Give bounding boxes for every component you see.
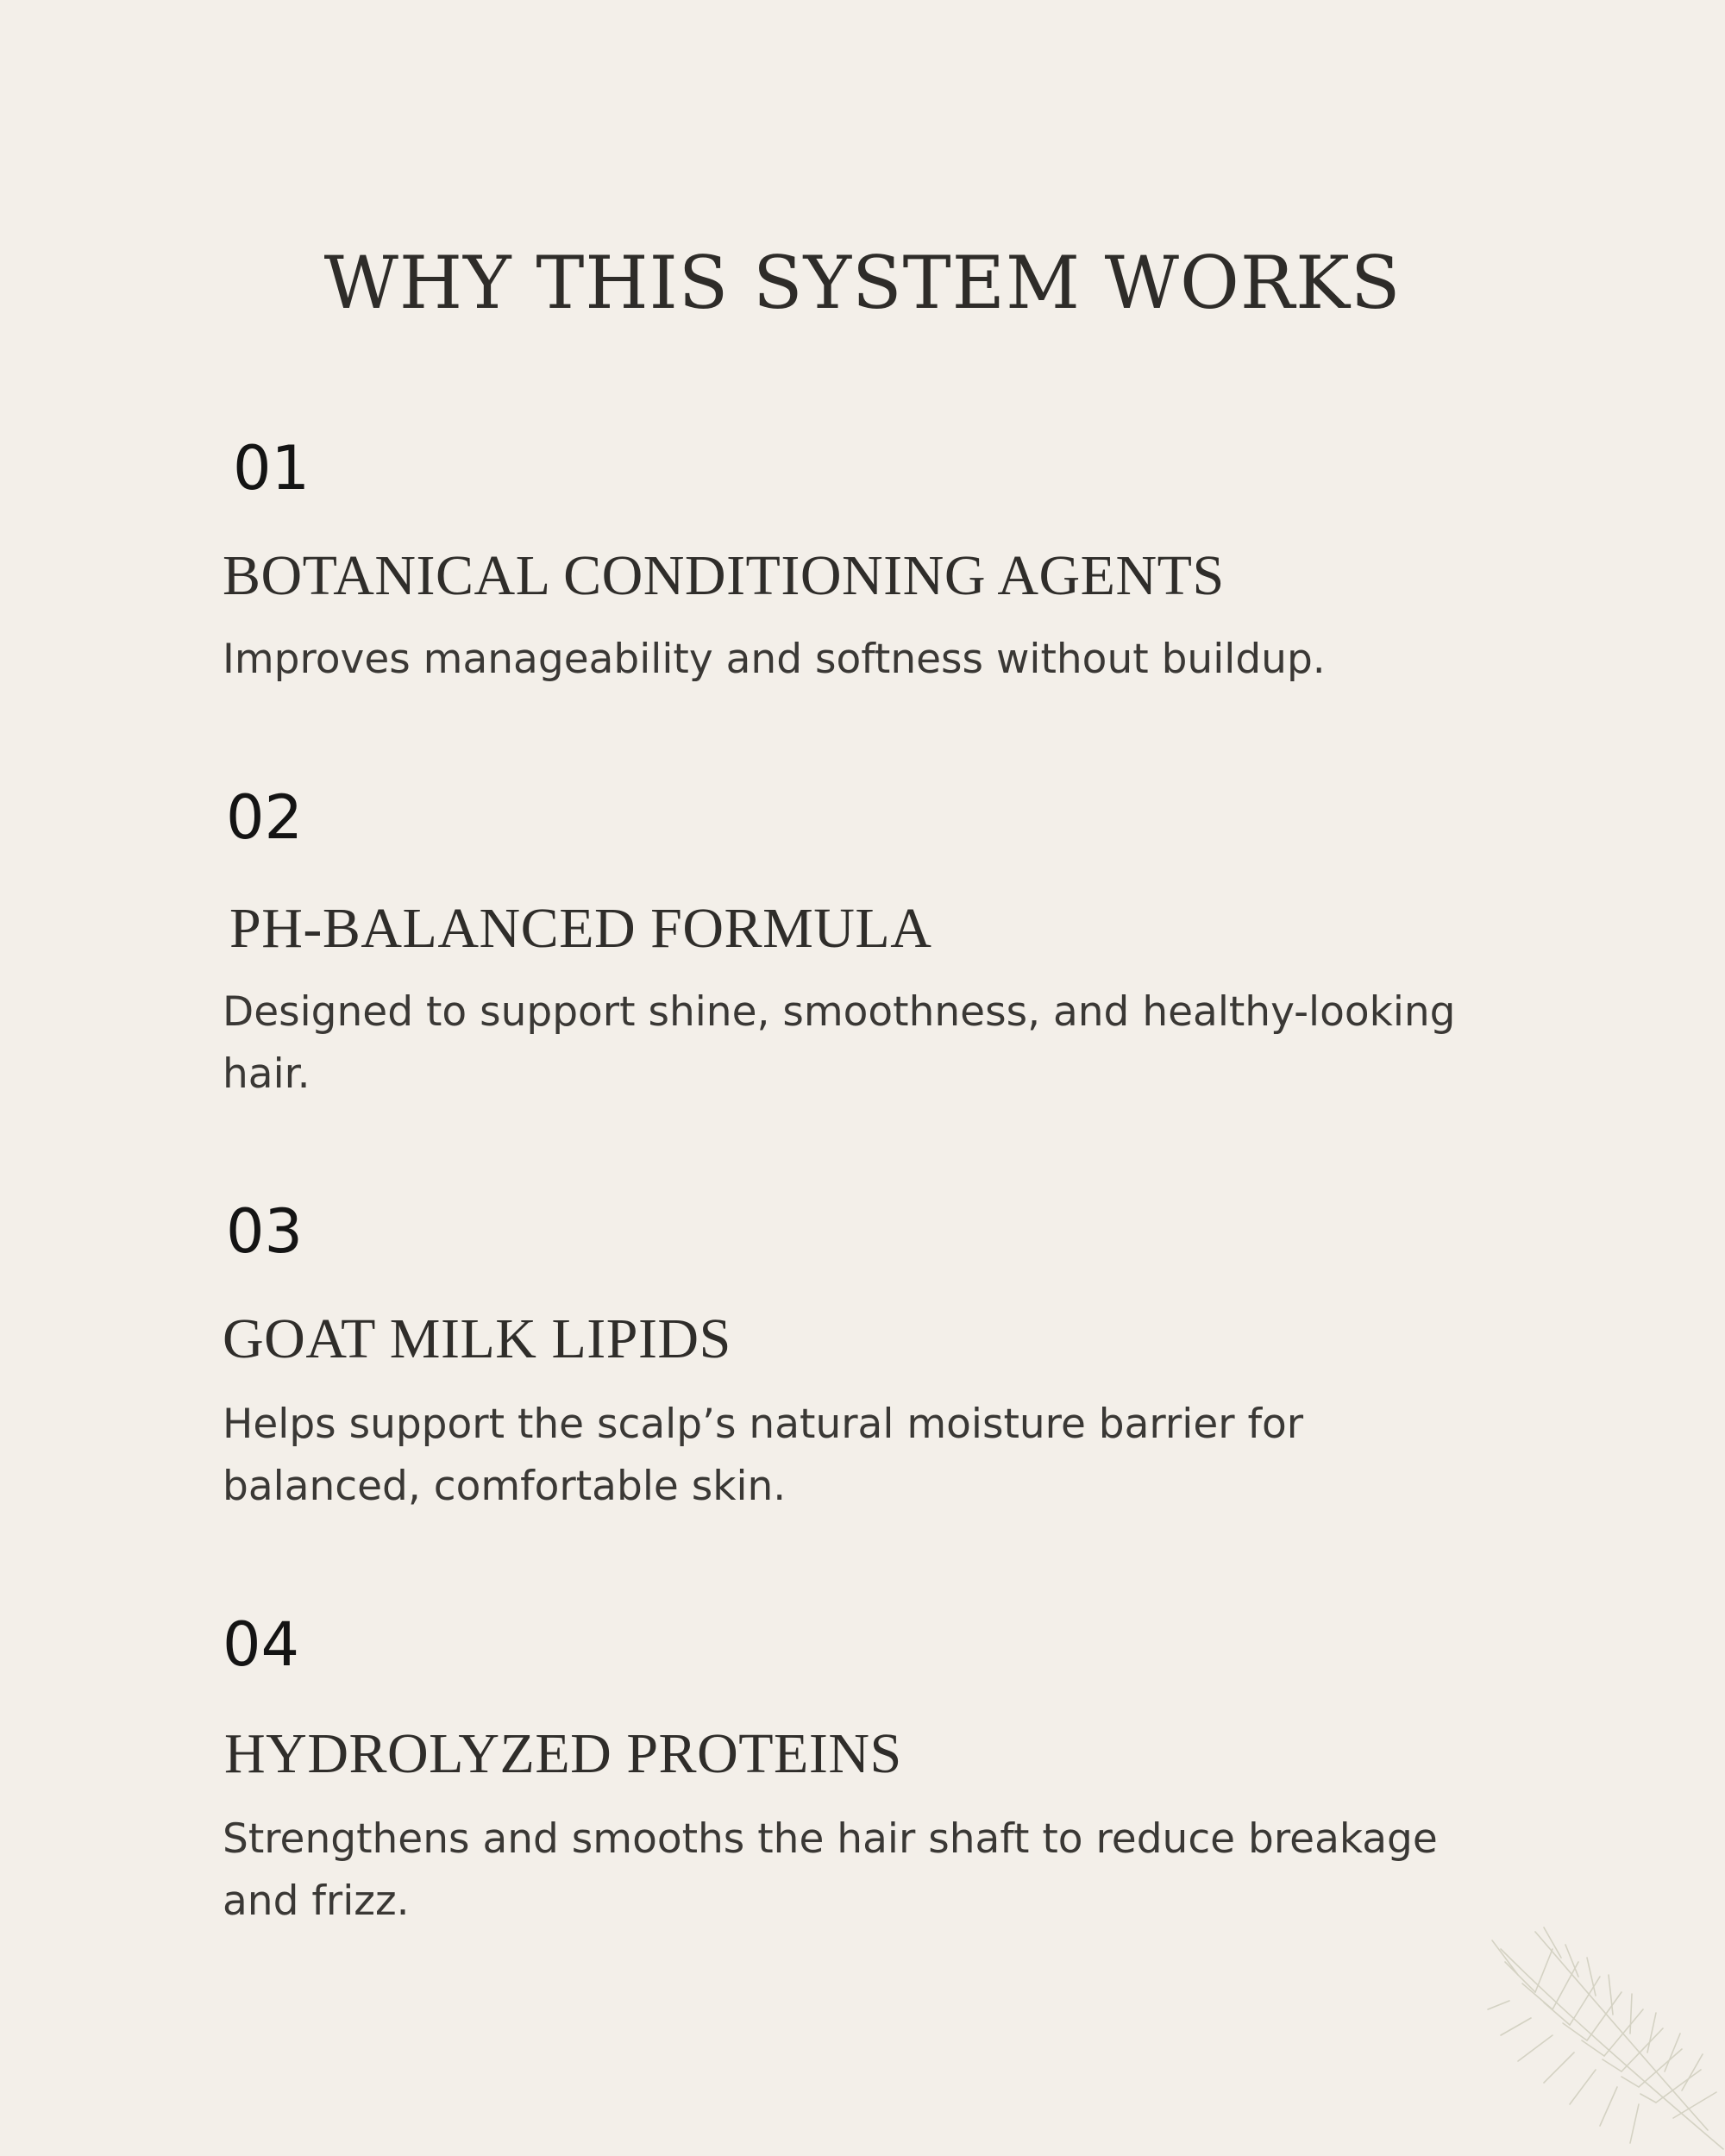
feature-number: 01 [233, 433, 310, 504]
feature-description: Designed to support shine, smoothness, and healthy-looking hair. [223, 987, 1456, 1098]
feature-heading: PH-BALANCED FORMULA [229, 897, 932, 960]
feature-heading: BOTANICAL CONDITIONING AGENTS [223, 544, 1225, 607]
feature-item-3 [223, 1196, 1516, 1518]
feature-number: 02 [226, 782, 304, 853]
page-title: WHY THIS SYSTEM WORKS [323, 241, 1402, 325]
leaf-sprig-icon [1484, 1923, 1725, 2156]
feature-number: 04 [223, 1609, 300, 1680]
feature-item-4 [223, 1609, 1516, 1933]
feature-heading: HYDROLYZED PROTEINS [224, 1722, 902, 1785]
feature-item-2 [223, 782, 1516, 1106]
feature-description: Improves manageability and softness without buildup. [223, 635, 1326, 683]
feature-number: 03 [226, 1196, 304, 1267]
feature-item-1 [223, 433, 1516, 691]
feature-heading: GOAT MILK LIPIDS [223, 1307, 731, 1370]
feature-description: Strengthens and smooths the hair shaft to reduce breakage and frizz. [223, 1814, 1438, 1925]
feature-description: Helps support the scalp’s natural moisture barrier for balanced, comfortable skin. [223, 1400, 1304, 1510]
